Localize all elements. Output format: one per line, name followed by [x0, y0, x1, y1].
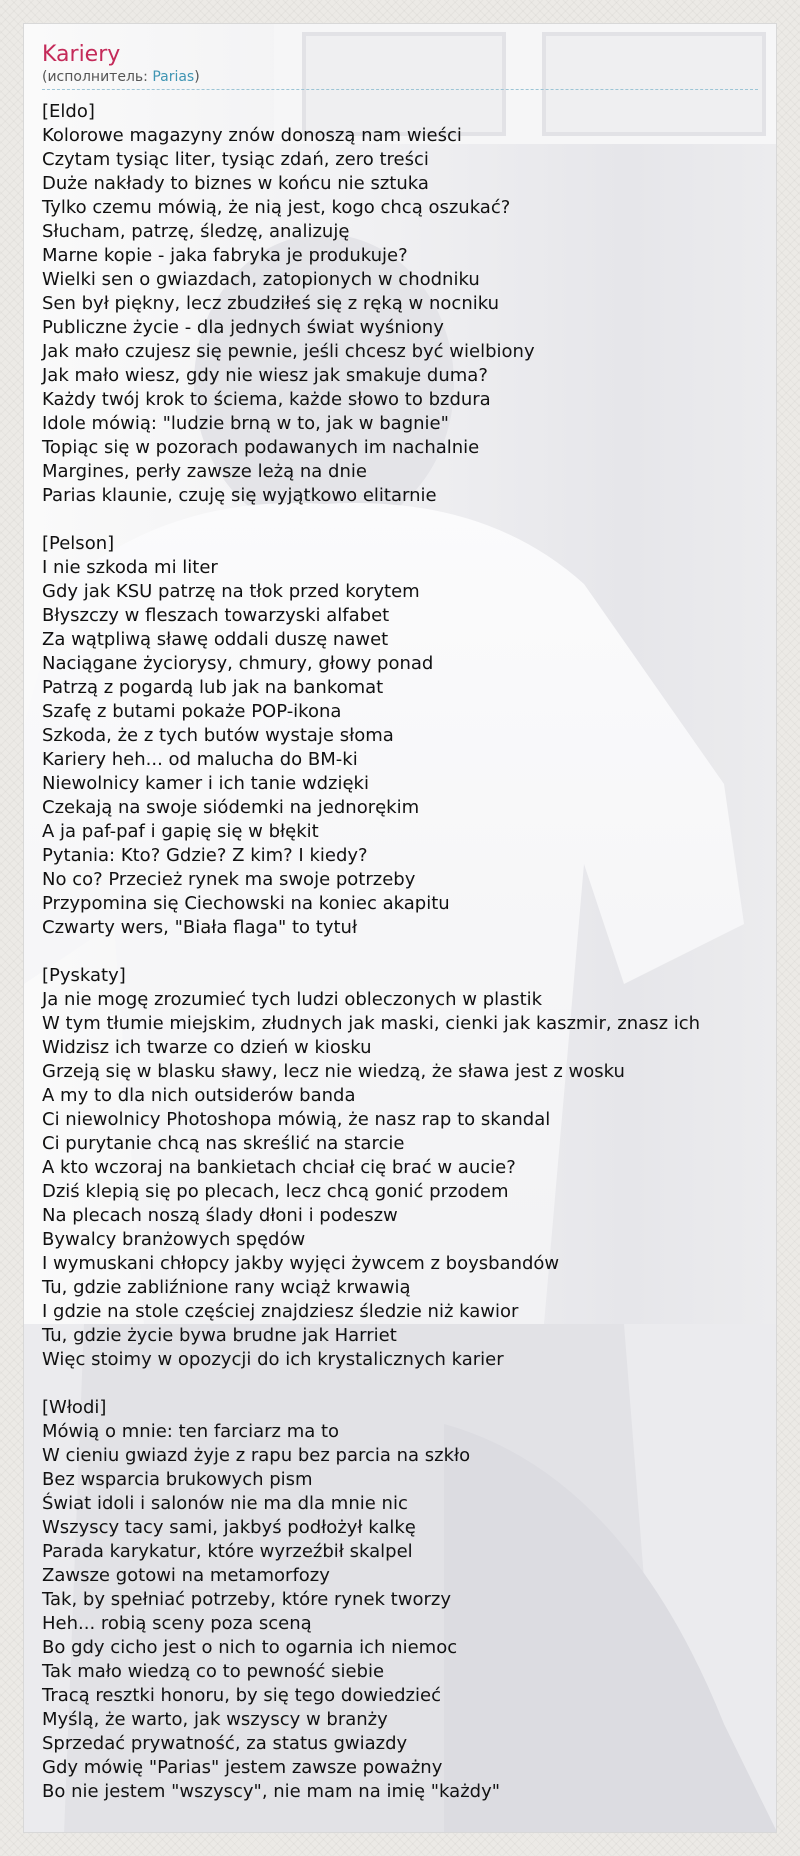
lyric-line: Kolorowe magazyny znów donoszą nam wieści: [42, 125, 462, 146]
lyric-line: Margines, perły zawsze leżą na dnie: [42, 461, 367, 482]
lyric-line: Tylko czemu mówią, że nią jest, kogo chcą oszukać?: [42, 197, 511, 218]
lyric-line: A ja paf-paf i gapię się w błękit: [42, 821, 319, 842]
lyric-line: Niewolnicy kamer i ich tanie wdzięki: [42, 773, 369, 794]
lyric-line: No co? Przecież rynek ma swoje potrzeby: [42, 869, 416, 890]
lyric-line: Gdy mówię "Parias" jestem zawsze poważny: [42, 1757, 443, 1778]
lyric-line: Zawsze gotowi na metamorfozy: [42, 1565, 330, 1586]
stanza-gap: [42, 1372, 758, 1396]
lyric-line: W tym tłumie miejskim, złudnych jak maski, cienki jak kaszmir, znasz ich: [42, 1013, 701, 1034]
lyric-line: Sprzedać prywatność, za status gwiazdy: [42, 1733, 408, 1754]
lyric-line: Jak mało wiesz, gdy nie wiesz jak smakuje duma?: [42, 365, 488, 386]
lyric-line: Widzisz ich twarze co dzień w kiosku: [42, 1037, 372, 1058]
lyric-line: Słucham, patrzę, śledzę, analizuję: [42, 221, 350, 242]
lyrics-card: [23, 23, 777, 1833]
lyric-line: Ci niewolnicy Photoshopa mówią, że nasz rap to skandal: [42, 1109, 551, 1130]
lyric-line: Idole mówią: "ludzie brną w to, jak w bagnie": [42, 413, 449, 434]
lyric-line: I gdzie na stole częściej znajdziesz śledzie niż kawior: [42, 1301, 519, 1322]
lyric-line: Czytam tysiąc liter, tysiąc zdań, zero treści: [42, 149, 429, 170]
lyric-line: Myślą, że warto, jak wszyscy w branży: [42, 1709, 388, 1730]
lyric-line: Wszyscy tacy sami, jakbyś podłożył kalkę: [42, 1517, 416, 1538]
stanza-gap: [42, 940, 758, 964]
lyric-line: Na plecach noszą ślady dłoni i podeszw: [42, 1205, 398, 1226]
lyric-line: W cieniu gwiazd żyje z rapu bez parcia na szkło: [42, 1445, 471, 1466]
lyric-line: Topiąc się w pozorach podawanych im nachalnie: [42, 437, 480, 458]
lyric-line: Ci purytanie chcą nas skreślić na starcie: [42, 1133, 405, 1154]
lyric-line: Tak mało wiedzą co to pewność siebie: [42, 1661, 385, 1682]
performer-link[interactable]: Parias: [152, 69, 195, 85]
lyric-line: Naciągane życiorysy, chmury, głowy ponad: [42, 653, 434, 674]
lyric-line: Bez wsparcia brukowych pism: [42, 1469, 313, 1490]
lyric-line: Więc stoimy w opozycji do ich krystalicznych karier: [42, 1349, 504, 1370]
lyric-line: Przypomina się Ciechowski na koniec akapitu: [42, 893, 450, 914]
lyric-line: Czekają na swoje siódemki na jednorękim: [42, 797, 420, 818]
song-title: Kariery: [42, 42, 121, 67]
lyrics-text: [42, 100, 758, 1804]
song-content: [42, 42, 758, 1832]
lyric-line: Ja nie mogę zrozumieć tych ludzi obleczonych w plastik: [42, 989, 543, 1010]
lyric-line: Heh... robią sceny poza sceną: [42, 1613, 312, 1634]
lyric-line: Sen był piękny, lecz zbudziłeś się z ręką w nocniku: [42, 293, 500, 314]
lyric-line: A kto wczoraj na bankietach chciał cię brać w aucie?: [42, 1157, 516, 1178]
stanza-header: [Pyskaty]: [42, 965, 126, 986]
lyric-line: Kariery heh... od malucha do BM-ki: [42, 749, 358, 770]
stanza-header: [Włodi]: [42, 1397, 107, 1418]
stanza-header: [Eldo]: [42, 101, 95, 122]
lyric-line: Tak, by spełniać potrzeby, które rynek tworzy: [42, 1589, 451, 1610]
lyric-line: Marne kopie - jaka fabryka je produkuje?: [42, 245, 408, 266]
lyric-line: Parias klaunie, czuję się wyjątkowo elitarnie: [42, 485, 437, 506]
stanza-header: [Pelson]: [42, 533, 115, 554]
lyric-line: Dziś klepią się po plecach, lecz chcą gonić przodem: [42, 1181, 509, 1202]
lyric-line: Czwarty wers, "Biała flaga" to tytuł: [42, 917, 358, 938]
performer-prefix: (исполнитель:: [42, 69, 153, 85]
lyric-line: Duże nakłady to biznes w końcu nie sztuka: [42, 173, 429, 194]
lyric-line: Pytania: Kto? Gdzie? Z kim? I kiedy?: [42, 845, 368, 866]
lyric-line: Mówią o mnie: ten farciarz ma to: [42, 1421, 340, 1442]
lyric-line: I nie szkoda mi liter: [42, 557, 218, 578]
lyric-line: Każdy twój krok to ściema, każde słowo to bzdura: [42, 389, 491, 410]
lyric-line: Bo nie jestem "wszyscy", nie mam na imię "każdy": [42, 1781, 500, 1802]
lyric-line: Jak mało czujesz się pewnie, jeśli chcesz być wielbiony: [42, 341, 535, 362]
lyric-line: Bo gdy cicho jest o nich to ogarnia ich niemoc: [42, 1637, 458, 1658]
lyric-line: Za wątpliwą sławę oddali duszę nawet: [42, 629, 389, 650]
lyric-line: Patrzą z pogardą lub jak na bankomat: [42, 677, 384, 698]
lyric-line: Gdy jak KSU patrzę na tłok przed korytem: [42, 581, 420, 602]
lyric-line: Publiczne życie - dla jednych świat wyśniony: [42, 317, 444, 338]
lyric-line: Grzeją się w blasku sławy, lecz nie wiedzą, że sława jest z wosku: [42, 1061, 625, 1082]
lyric-line: Tu, gdzie życie bywa brudne jak Harriet: [42, 1325, 397, 1346]
lyric-line: Tracą resztki honoru, by się tego dowiedzieć: [42, 1685, 441, 1706]
lyric-line: A my to dla nich outsiderów banda: [42, 1085, 356, 1106]
lyric-line: Świat idoli i salonów nie ma dla mnie nic: [42, 1493, 408, 1514]
performer-suffix: ): [194, 69, 200, 85]
lyric-line: Szkoda, że z tych butów wystaje słoma: [42, 725, 394, 746]
lyric-line: Wielki sen o gwiazdach, zatopionych w chodniku: [42, 269, 480, 290]
stanza-gap: [42, 508, 758, 532]
lyric-line: Tu, gdzie zabliźnione rany wciąż krwawią: [42, 1277, 411, 1298]
lyric-line: Błyszczy w fleszach towarzyski alfabet: [42, 605, 390, 626]
lyric-line: Szafę z butami pokaże POP-ikona: [42, 701, 342, 722]
lyric-line: I wymuskani chłopcy jakby wyjęci żywcem z boysbandów: [42, 1253, 560, 1274]
performer-line: [42, 68, 758, 90]
lyric-line: Parada karykatur, które wyrzeźbił skalpel: [42, 1541, 413, 1562]
lyric-line: Bywalcy branżowych spędów: [42, 1229, 306, 1250]
